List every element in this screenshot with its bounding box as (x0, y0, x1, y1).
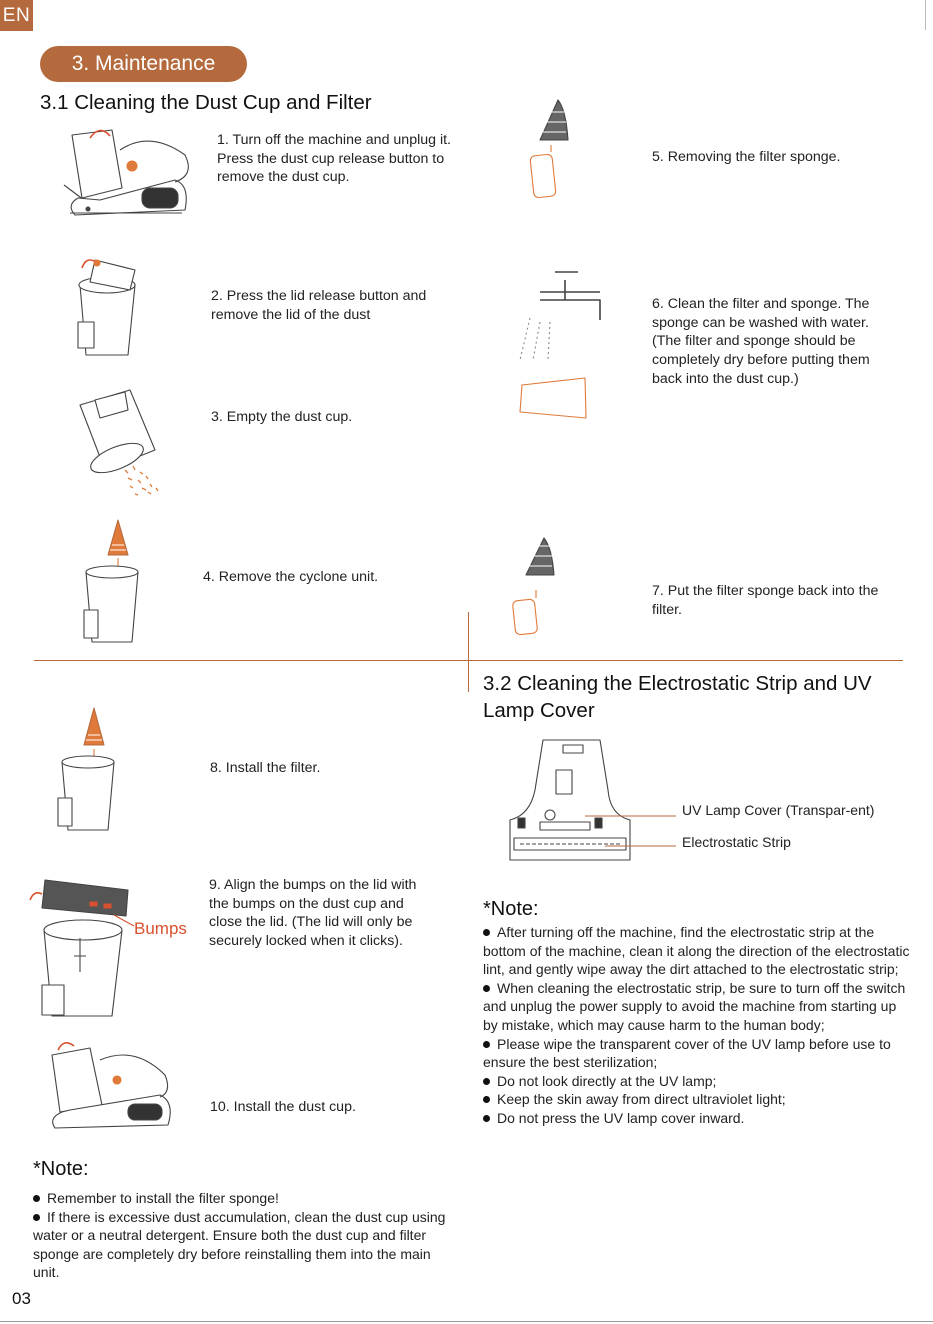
step-3-illustration (80, 390, 158, 495)
step-8-text: 8. Install the filter. (210, 760, 321, 776)
callout-uv-lamp-cover: UV Lamp Cover (Transpar-ent) (682, 802, 875, 818)
step-6-text: 6. Clean the filter and sponge. The sponge can be washed with water. (The filter and sponge should be completely dry before putting them back into the dust cup.) (652, 296, 870, 387)
step-7-illustration (512, 538, 554, 635)
bumps-label: Bumps (134, 919, 187, 938)
section-1-title: 3.1 Cleaning the Dust Cup and Filter (40, 91, 372, 114)
step-2-illustration (78, 260, 135, 355)
step-1-text: 1. Turn off the machine and unplug it. Press the dust cup release button to remove the dust cup. (217, 132, 451, 186)
page-number: 03 (12, 1289, 31, 1308)
step-9-illustration (30, 880, 134, 1016)
note-1-title: *Note: (33, 1158, 89, 1180)
callout-electrostatic-strip: Electrostatic Strip (682, 834, 791, 850)
step-1-illustration (64, 130, 188, 215)
note-2-title: *Note: (483, 898, 539, 920)
step-3-text: 3. Empty the dust cup. (211, 409, 353, 425)
note-2-item: When cleaning the electrostatic strip, be sure to turn off the switch and unplug the power supply to avoid the machine from starting up by mistake, which may cause harm to the human body; (483, 979, 906, 1033)
note-2-item: After turning off the machine, find the electrostatic strip at the bottom of the machine, clean it along the direction of the electrostatic lint, and gently wipe away the dirt attached to the electrostatic strip; (483, 924, 910, 978)
step-9-text: 9. Align the bumps on the lid with the bumps on the dust cup and close the lid. (The lid will only be securely locked when it clicks). (209, 877, 417, 950)
note-2-item: Do not press the UV lamp cover inward. (483, 1109, 913, 1128)
note-2-item: Do not look directly at the UV lamp; (483, 1072, 913, 1091)
step-6-illustration (520, 272, 600, 418)
note-2-item: Keep the skin away from direct ultraviolet light; (483, 1090, 913, 1109)
section-pill: 3. Maintenance (40, 46, 247, 82)
machine-underside-illustration (510, 740, 676, 860)
step-5-illustration (530, 100, 568, 198)
step-8-illustration (58, 708, 114, 830)
step-4-text: 4. Remove the cyclone unit. (203, 569, 379, 585)
step-7-text: 7. Put the filter sponge back into the filter. (652, 583, 879, 618)
note-1-item: Remember to install the filter sponge! (33, 1189, 458, 1208)
step-10-text: 10. Install the dust cup. (210, 1099, 356, 1115)
step-5-text: 5. Removing the filter sponge. (652, 149, 841, 165)
note-1-item: If there is excessive dust accumulation, clean the dust cup using water or a neutral detergent. Ensure both the dust cup and filter sponge are completely dry before reinstalling them into the main unit. (33, 1208, 446, 1281)
step-4-illustration (84, 520, 138, 642)
step-2-text: 2. Press the lid release button and remove the lid of the dust (211, 288, 427, 323)
language-tag: EN (0, 0, 33, 31)
note-2-item: Please wipe the transparent cover of the UV lamp before use to ensure the best sterilization; (483, 1035, 891, 1071)
section-2-title: 3.2 Cleaning the Electrostatic Strip and UV Lamp Cover (483, 672, 872, 722)
step-10-illustration (52, 1043, 170, 1128)
